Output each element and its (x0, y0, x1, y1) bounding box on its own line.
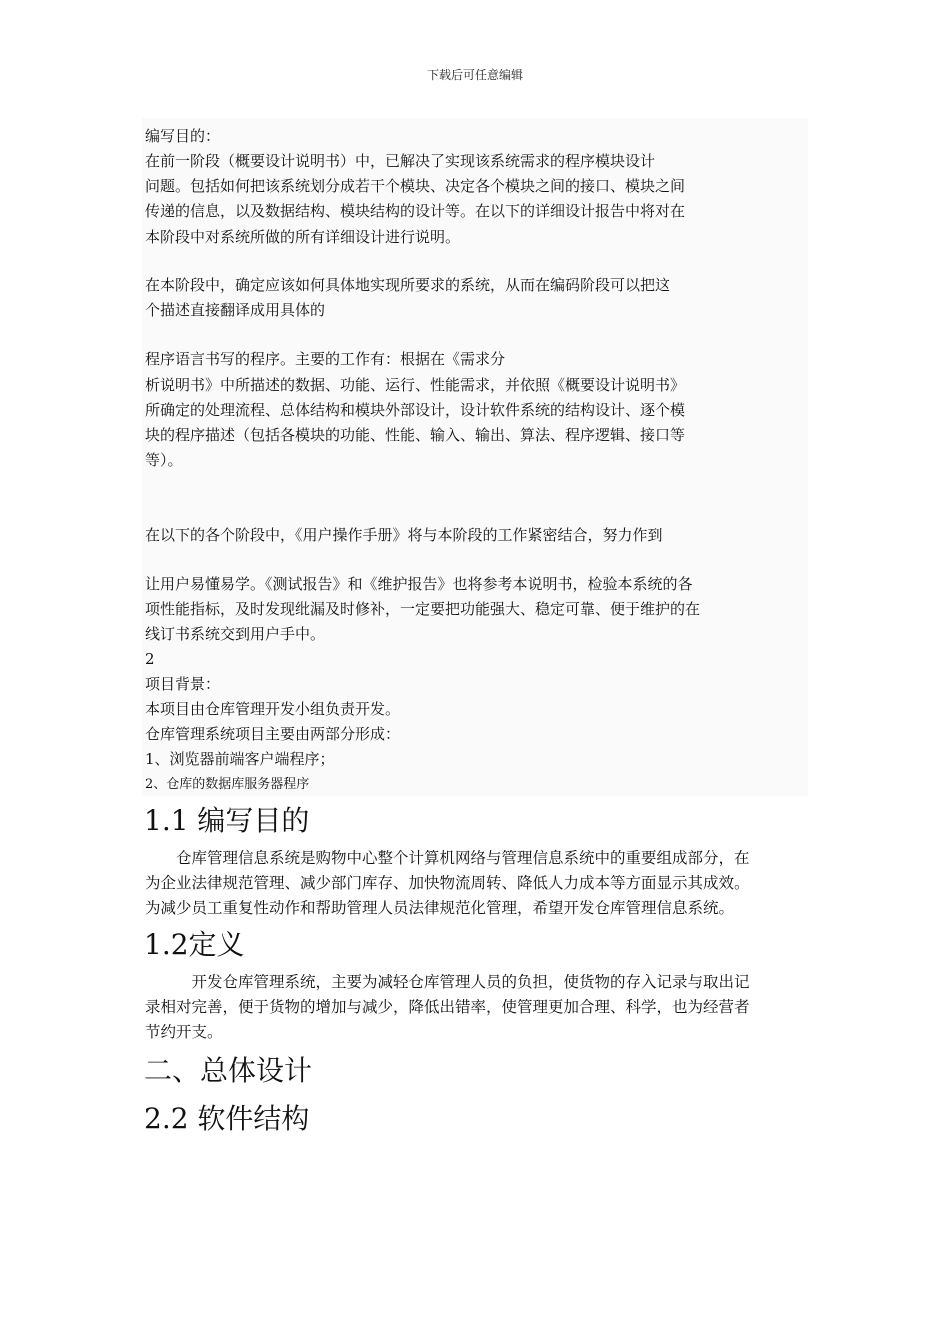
intro-line: 1、浏览器前端客户端程序； (145, 750, 335, 768)
intro-line: 个描述直接翻译成用具体的 (145, 301, 326, 319)
intro-line: 在前一阶段（概要设计说明书）中，已解决了实现该系统需求的程序模块设计 (145, 152, 656, 170)
intro-line: 在以下的各个阶段中，《用户操作手册》将与本阶段的工作紧密结合，努力作到 (145, 526, 663, 544)
paragraph-1-1-line: 为企业法律规范管理、减少部门库存、加快物流周转、降低人力成本等方面显示其成效。 (145, 874, 750, 892)
heading-1-2: 1.2定义 (144, 928, 245, 961)
intro-line: 块的程序描述（包括各模块的功能、性能、输入、输出、算法、程序逻辑、接口等 (145, 426, 686, 444)
intro-line: 仓库管理系统项目主要由两部分形成： (145, 725, 401, 743)
intro-line: 传递的信息，以及数据结构、模块结构的设计等。在以下的详细设计报告中将对在 (145, 202, 686, 220)
intro-line: 等）。 (145, 451, 183, 469)
heading-2: 二、总体设计 (144, 1054, 313, 1087)
intro-line: 问题。包括如何把该系统划分成若干个模块、决定各个模块之间的接口、模块之间 (145, 177, 686, 195)
intro-line: 本项目由仓库管理开发小组负责开发。 (145, 700, 401, 718)
intro-line: 在本阶段中，确定应该如何具体地实现所要求的系统，从而在编码阶段可以把这 (145, 276, 671, 294)
paragraph-1-1-line: 为减少员工重复性动作和帮助管理人员法律规范化管理，希望开发仓库管理信息系统。 (145, 899, 735, 917)
intro-line: 线订书系统交到用户手中。 (145, 625, 326, 643)
paragraph-1-2-line: 录相对完善，便于货物的增加与减少，降低出错率，使管理更加合理、科学，也为经营者 (145, 998, 750, 1016)
intro-line: 项目背景： (145, 675, 221, 693)
page-header: 下载后可任意编辑 (426, 68, 523, 82)
paragraph-1-2-line: 开发仓库管理系统，主要为减轻仓库管理人员的负担，使货物的存入记录与取出记 (145, 973, 750, 991)
intro-line: 程序语言书写的程序。主要的工作有：根据在《需求分 (145, 350, 506, 368)
page-number: 2 (145, 650, 155, 668)
heading-1-1: 1.1 编写目的 (144, 804, 310, 837)
paragraph-1-2-line: 节约开支。 (145, 1023, 223, 1041)
heading-2-2: 2.2 软件结构 (144, 1102, 310, 1135)
intro-line: 编写目的： (145, 127, 221, 145)
intro-line: 所确定的处理流程、总体结构和模块外部设计，设计软件系统的结构设计、逐个模 (145, 401, 686, 419)
intro-line: 析说明书》中所描述的数据、功能、运行、性能需求，并依照《概要设计说明书》 (145, 376, 686, 394)
intro-line: 项性能指标，及时发现纰漏及时修补，一定要把功能强大、稳定可靠、便于维护的在 (145, 600, 701, 618)
intro-line: 让用户易懂易学。《测试报告》和《维护报告》也将参考本说明书，检验本系统的各 (145, 575, 693, 593)
paragraph-1-1-line: 仓库管理信息系统是购物中心整个计算机网络与管理信息系统中的重要组成部分，在 (145, 849, 750, 867)
intro-line: 2、仓库的数据库服务器程序 (145, 777, 310, 792)
intro-line: 本阶段中对系统所做的所有详细设计进行说明。 (145, 228, 461, 246)
